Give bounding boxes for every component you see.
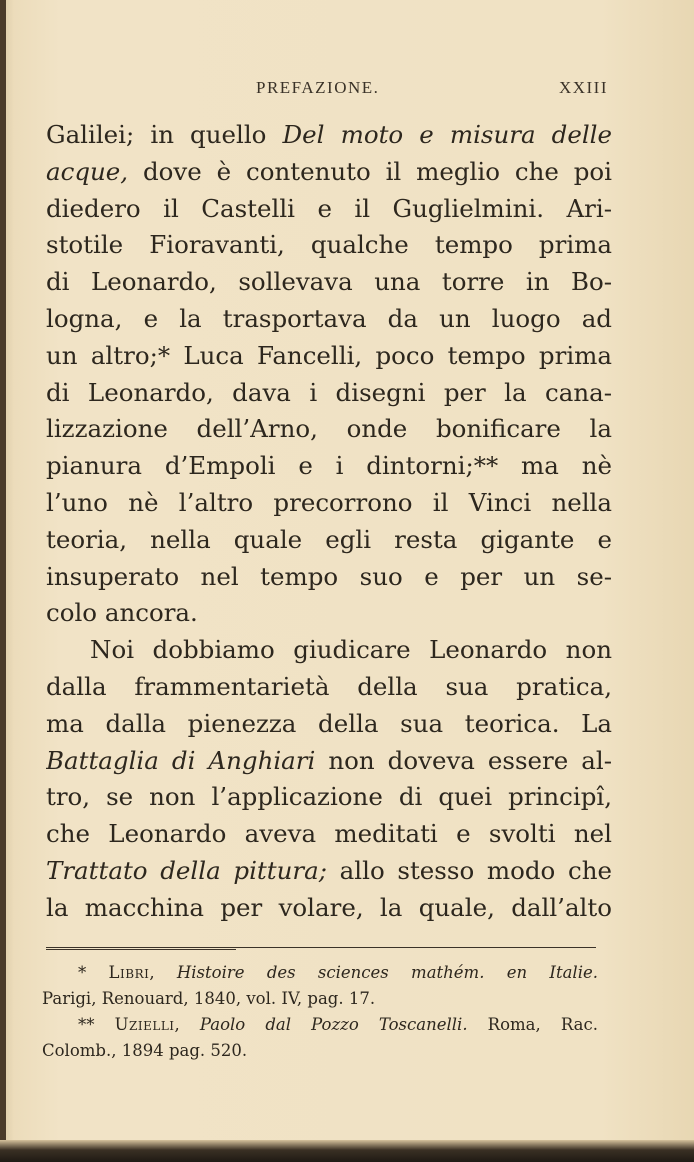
footnote-1-continuation: Parigi, Renouard, 1840, vol. IV, pag. 17. bbox=[42, 989, 376, 1008]
text-run: che Leonardo aveva meditati e svolti nel bbox=[46, 819, 612, 849]
page-binding-edge bbox=[0, 0, 6, 1162]
page-header bbox=[46, 78, 616, 106]
text-run: non doveva essere al- bbox=[315, 745, 612, 775]
text-line bbox=[46, 779, 612, 816]
footnote-1 bbox=[42, 960, 598, 986]
text-run: dove è contenuto il meglio che poi bbox=[128, 156, 612, 186]
text-line bbox=[46, 301, 612, 338]
text-line bbox=[46, 595, 612, 632]
text-line bbox=[46, 559, 612, 596]
italic-text-run: Trattato della pittura; bbox=[46, 855, 327, 885]
text-line bbox=[46, 264, 612, 301]
text-run: diedero il Castelli e il Guglielmini. Ari- bbox=[46, 193, 612, 223]
text-run: tro, se non l’applicazione di quei principî, bbox=[46, 782, 612, 812]
footnote-1-title: Histoire des sciences mathém. en Italie. bbox=[176, 963, 598, 982]
footnote-2-title: Paolo dal Pozzo Toscanelli. bbox=[199, 1015, 468, 1034]
text-run: stotile Fioravanti, qualche tempo prima bbox=[46, 230, 612, 260]
footnotes bbox=[42, 960, 598, 1064]
text-line bbox=[46, 448, 612, 485]
footnote-1-mark: * bbox=[78, 963, 109, 982]
footnote-rule-short bbox=[46, 949, 236, 950]
footnote-2-mark: ** bbox=[78, 1015, 115, 1034]
italic-text-run: Del moto e misura delle bbox=[282, 120, 612, 149]
text-line bbox=[46, 632, 612, 669]
page-bottom-edge bbox=[0, 1140, 694, 1162]
text-line bbox=[46, 485, 612, 522]
text-line bbox=[46, 411, 612, 448]
text-run: di Leonardo, sollevava una torre in Bo- bbox=[46, 267, 612, 297]
footnote-2-continuation: Colomb., 1894 pag. 520. bbox=[42, 1041, 248, 1060]
text-run: la macchina per volare, la quale, dall’alto bbox=[46, 892, 612, 922]
footnote-rule bbox=[46, 947, 596, 948]
body-text bbox=[46, 117, 612, 927]
text-line bbox=[46, 227, 612, 264]
text-run: logna, e la trasportava da un luogo ad bbox=[46, 303, 612, 333]
footnote-1-sep: , bbox=[149, 963, 177, 982]
text-line bbox=[46, 816, 612, 853]
text-run: teoria, nella quale egli resta gigante e bbox=[46, 524, 612, 554]
text-run: dalla frammentarietà della sua pratica, bbox=[46, 671, 612, 701]
text-line bbox=[46, 669, 612, 706]
text-run: pianura d’Empoli e i dintorni;** ma nè bbox=[46, 451, 612, 481]
text-line bbox=[46, 191, 612, 228]
text-run: lizzazione dell’Arno, onde bonificare la bbox=[46, 414, 612, 444]
footnote-2-author: Uzielli bbox=[114, 1015, 175, 1034]
text-line bbox=[46, 522, 612, 559]
text-run: allo stesso modo che bbox=[326, 855, 612, 885]
footnote-2-rest: Roma, Rac. bbox=[467, 1015, 598, 1034]
text-run: Galilei; in quello bbox=[46, 120, 283, 149]
text-run: insuperato nel tempo suo e per un se- bbox=[46, 561, 612, 591]
italic-text-run: Battaglia di Anghiari bbox=[46, 745, 316, 775]
italic-text-run: acque, bbox=[46, 156, 129, 186]
text-line bbox=[46, 375, 612, 412]
text-line bbox=[46, 154, 612, 191]
page-number: XXIII bbox=[558, 78, 608, 97]
text-run: colo ancora. bbox=[46, 598, 198, 628]
text-line bbox=[46, 706, 612, 743]
footnote-1-author: Libri bbox=[108, 963, 150, 982]
text-line bbox=[46, 117, 612, 154]
text-line bbox=[46, 743, 612, 780]
text-run: Noi dobbiamo giudicare Leonardo non bbox=[90, 635, 612, 665]
footnote-2-sep: , bbox=[174, 1015, 200, 1034]
text-run: ma dalla pienezza della sua teorica. La bbox=[46, 708, 612, 738]
text-run: l’uno nè l’altro precorrono il Vinci nella bbox=[46, 487, 612, 517]
text-line bbox=[46, 853, 612, 890]
running-title: PREFAZIONE. bbox=[256, 78, 380, 97]
text-line bbox=[46, 890, 612, 927]
footnote-2 bbox=[42, 1012, 598, 1038]
text-run: un altro;* Luca Fancelli, poco tempo prima bbox=[46, 340, 612, 370]
text-line bbox=[46, 338, 612, 375]
text-run: di Leonardo, dava i disegni per la cana- bbox=[46, 377, 612, 407]
